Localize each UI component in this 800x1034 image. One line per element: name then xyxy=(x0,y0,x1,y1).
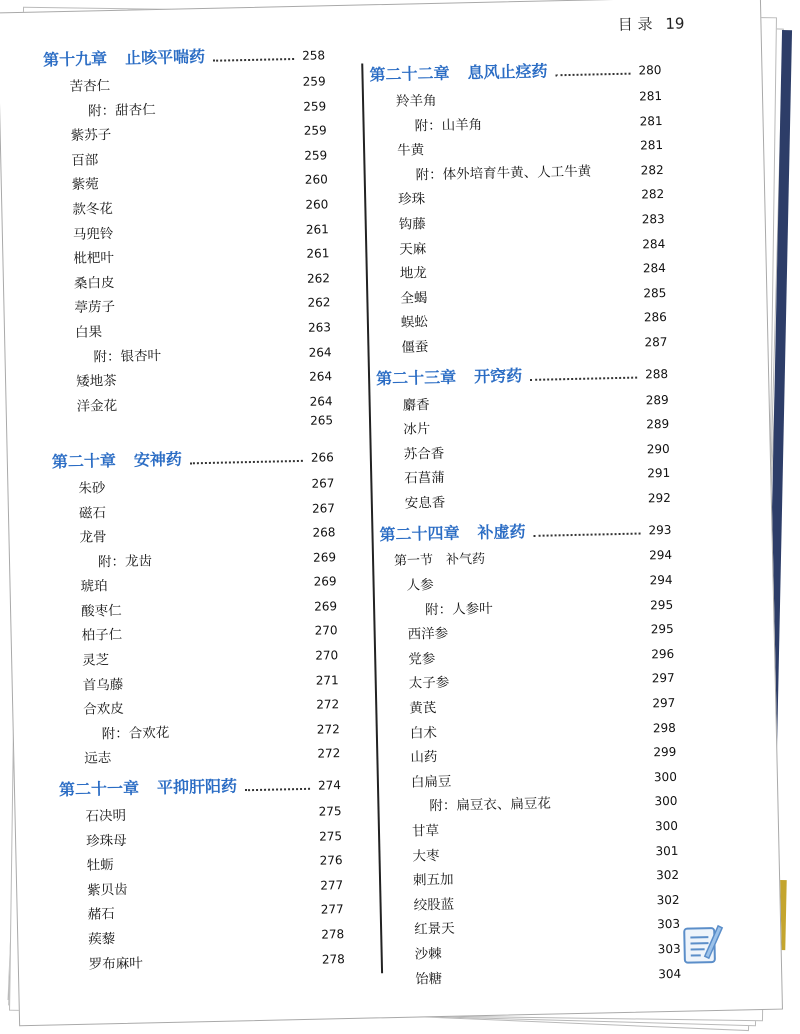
page-number: 275 xyxy=(319,828,343,844)
page-number: 297 xyxy=(652,695,676,711)
page-number: 304 xyxy=(658,966,682,981)
entry-name: 紫菀 xyxy=(71,176,99,194)
page-number: 286 xyxy=(643,310,667,325)
entry-name: 沙棘 xyxy=(414,945,442,963)
entry-name: 人参 xyxy=(406,577,434,594)
entry-name: 马兜铃 xyxy=(72,225,114,243)
page-number: 269 xyxy=(313,574,337,589)
toc-entry xyxy=(375,330,667,361)
dot-leader xyxy=(245,787,310,791)
entry-name: 附：龙齿 xyxy=(97,552,153,571)
entry-name: 山药 xyxy=(410,749,438,766)
entry-name: 柏子仁 xyxy=(81,627,123,645)
header-section: 目 录 xyxy=(617,15,653,34)
toc-entry xyxy=(389,961,681,992)
page-number: 281 xyxy=(638,88,663,104)
page-number: 294 xyxy=(649,572,673,588)
entry-name: 僵蚕 xyxy=(401,339,429,356)
entry-name: 红景天 xyxy=(413,921,455,938)
page-number: 284 xyxy=(642,236,666,251)
toc-right-column xyxy=(369,51,681,992)
notepad-pencil-icon xyxy=(680,920,725,967)
entry-name: 紫贝齿 xyxy=(87,881,128,899)
entry-name: 附：人参叶 xyxy=(424,600,493,618)
page-header xyxy=(610,12,685,35)
page-number: 272 xyxy=(316,721,340,737)
page-number: 282 xyxy=(641,187,665,202)
entry-name: 朱砂 xyxy=(78,480,106,497)
page-number: 287 xyxy=(644,334,668,350)
entry-name: 磁石 xyxy=(78,504,107,522)
page-number: 295 xyxy=(650,622,674,637)
header-page-number: 19 xyxy=(665,14,685,33)
page-number: 265 xyxy=(309,413,334,429)
entry-name: 珍珠母 xyxy=(85,832,127,850)
entry-name: 刺五加 xyxy=(412,871,454,889)
page-number: 264 xyxy=(309,393,333,409)
chapter-title: 安神药 xyxy=(133,449,183,470)
page-number: 289 xyxy=(646,417,670,432)
entry-name: 冰片 xyxy=(403,421,431,438)
toc-left-column xyxy=(43,36,345,977)
entry-name: 麝香 xyxy=(402,396,430,414)
page-number: 266 xyxy=(310,450,334,465)
entry-name: 琥珀 xyxy=(80,578,108,596)
page-number: 260 xyxy=(305,197,329,212)
page-number: 283 xyxy=(641,211,665,227)
entry-name: 洋金花 xyxy=(76,397,118,415)
chapter-number: 第二十三章 xyxy=(375,367,457,388)
entry-name: 赭石 xyxy=(87,906,115,924)
entry-name: 首乌藤 xyxy=(82,676,124,694)
page-number: 262 xyxy=(307,295,331,311)
entry-name: 龙骨 xyxy=(79,529,107,546)
dot-leader xyxy=(534,531,641,536)
page-number: 277 xyxy=(320,902,344,918)
page-number: 281 xyxy=(640,138,664,153)
entry-name: 灵芝 xyxy=(82,652,110,669)
entry-name: 苏合香 xyxy=(403,445,445,463)
entry-name: 蒺藜 xyxy=(88,931,116,948)
page-number: 289 xyxy=(645,392,669,407)
entry-name: 桑白皮 xyxy=(73,274,115,292)
page-number: 278 xyxy=(321,927,345,942)
entry-name: 党参 xyxy=(408,650,436,668)
page-number: 301 xyxy=(655,843,679,858)
page-number: 290 xyxy=(646,441,670,457)
page-number: 281 xyxy=(639,113,663,129)
chapter-number: 第十九章 xyxy=(42,49,108,70)
entry-name: 第一节 补气药 xyxy=(393,551,486,569)
entry-name: 附：山羊角 xyxy=(414,116,483,134)
dot-leader xyxy=(530,375,637,380)
entry-name: 矮地茶 xyxy=(75,373,117,390)
page-number: 300 xyxy=(654,818,679,834)
entry-name: 白果 xyxy=(74,324,103,341)
entry-name: 苦杏仁 xyxy=(69,78,111,95)
entry-name: 葶苈子 xyxy=(74,299,116,317)
page-number: 263 xyxy=(307,320,332,335)
page-number: 299 xyxy=(653,745,677,760)
entry-name: 蜈蚣 xyxy=(400,314,429,332)
page-number: 270 xyxy=(315,648,339,663)
page-number: 302 xyxy=(656,892,680,908)
entry-name: 珍珠 xyxy=(398,191,426,209)
dot-leader xyxy=(190,459,303,464)
page-number: 262 xyxy=(306,271,331,286)
page-number: 267 xyxy=(311,500,336,516)
page-number: 280 xyxy=(638,62,662,78)
toc-entry xyxy=(379,486,671,517)
chapter-title: 止咳平喘药 xyxy=(124,46,206,68)
entry-name: 石菖蒲 xyxy=(404,470,445,487)
page-number: 259 xyxy=(303,123,327,138)
page-number: 269 xyxy=(314,599,338,614)
page-number: 297 xyxy=(651,671,675,686)
page-number: 278 xyxy=(321,951,345,967)
page-number: 303 xyxy=(657,941,681,957)
entry-name: 白术 xyxy=(409,724,438,742)
entry-name: 黄芪 xyxy=(409,700,437,717)
dot-leader xyxy=(213,57,294,62)
entry-name: 远志 xyxy=(84,750,112,768)
entry-name: 罗布麻叶 xyxy=(88,955,143,973)
entry-name: 百部 xyxy=(71,152,99,169)
page-number: 295 xyxy=(650,597,674,613)
page-number: 300 xyxy=(653,769,678,785)
entry-name: 天麻 xyxy=(399,240,427,258)
page-number: 275 xyxy=(318,804,342,819)
entry-name: 牡蛎 xyxy=(86,857,114,874)
entry-name: 牛黄 xyxy=(396,142,425,159)
page-number: 271 xyxy=(315,672,339,688)
dot-leader xyxy=(556,72,631,77)
page-number: 302 xyxy=(655,868,680,883)
page-number: 285 xyxy=(643,285,667,301)
entry-name: 大枣 xyxy=(412,847,440,865)
entry-name: 绞股蓝 xyxy=(413,896,455,914)
chapter-title: 平抑肝阳药 xyxy=(156,776,238,798)
page-number: 259 xyxy=(302,74,326,89)
page-number: 288 xyxy=(645,366,669,381)
page-number: 270 xyxy=(314,623,338,639)
page-number: 272 xyxy=(317,746,341,762)
entry-name: 太子参 xyxy=(408,675,450,693)
entry-name xyxy=(51,430,77,431)
page-number: 261 xyxy=(306,246,330,261)
page-number: 274 xyxy=(317,778,342,793)
page-number: 269 xyxy=(312,549,337,565)
chapter-title: 补虚药 xyxy=(477,521,526,542)
entry-name: 附：合欢花 xyxy=(101,724,170,743)
entry-name: 酸枣仁 xyxy=(80,602,122,620)
page-number: 261 xyxy=(305,221,329,237)
entry-name: 羚羊角 xyxy=(395,92,437,110)
page-number: 284 xyxy=(642,261,666,276)
entry-name: 地龙 xyxy=(399,265,427,282)
entry-name: 紫苏子 xyxy=(70,127,112,145)
entry-name: 附：体外培育牛黄、人工牛黄 xyxy=(415,163,592,184)
page-number: 276 xyxy=(319,853,343,868)
page-number: 267 xyxy=(311,476,335,491)
page-number: 298 xyxy=(652,720,676,735)
entry-name: 西洋参 xyxy=(407,626,449,643)
page-number: 264 xyxy=(308,344,332,360)
toc-entry xyxy=(51,414,333,445)
entry-name: 枇杷叶 xyxy=(73,250,115,268)
page-number: 259 xyxy=(304,148,328,163)
page-number: 291 xyxy=(647,466,671,481)
page-number: 282 xyxy=(640,162,664,178)
page-number: 268 xyxy=(312,525,336,540)
page-number: 277 xyxy=(320,877,344,893)
entry-name: 附：甜杏仁 xyxy=(88,101,156,120)
chapter-title: 息风止痉药 xyxy=(467,61,548,83)
entry-name: 全蝎 xyxy=(400,289,428,307)
chapter-number: 第二十四章 xyxy=(379,522,460,544)
entry-name: 款冬花 xyxy=(72,200,114,218)
chapter-title: 开窍药 xyxy=(473,365,523,386)
page-number: 258 xyxy=(301,48,326,63)
entry-name: 附：扁豆衣、扁豆花 xyxy=(429,795,552,815)
page-number: 300 xyxy=(654,794,678,809)
entry-name: 甘草 xyxy=(411,823,440,840)
page-number: 296 xyxy=(651,646,675,662)
page-number: 303 xyxy=(657,917,681,932)
entry-name: 合欢皮 xyxy=(83,701,124,718)
page-number: 260 xyxy=(304,172,328,188)
chapter-number: 第二十一章 xyxy=(58,778,140,800)
chapter-number: 第二十章 xyxy=(51,450,117,472)
entry-name: 附：银杏叶 xyxy=(93,347,162,365)
toc-entry xyxy=(58,742,340,773)
page-number: 259 xyxy=(303,98,327,114)
entry-name: 安息香 xyxy=(404,494,446,512)
page-number: 264 xyxy=(308,369,333,384)
toc-entry xyxy=(63,947,345,978)
page-number: 292 xyxy=(647,490,671,506)
page-number: 272 xyxy=(316,697,340,712)
chapter-number: 第二十二章 xyxy=(369,63,450,85)
entry-name: 白扁豆 xyxy=(410,773,452,791)
entry-name: 钩藤 xyxy=(398,216,426,233)
page-number: 293 xyxy=(648,522,672,537)
entry-name: 饴糖 xyxy=(415,970,443,988)
entry-name: 石决明 xyxy=(85,807,127,825)
page-number: 294 xyxy=(648,547,673,562)
